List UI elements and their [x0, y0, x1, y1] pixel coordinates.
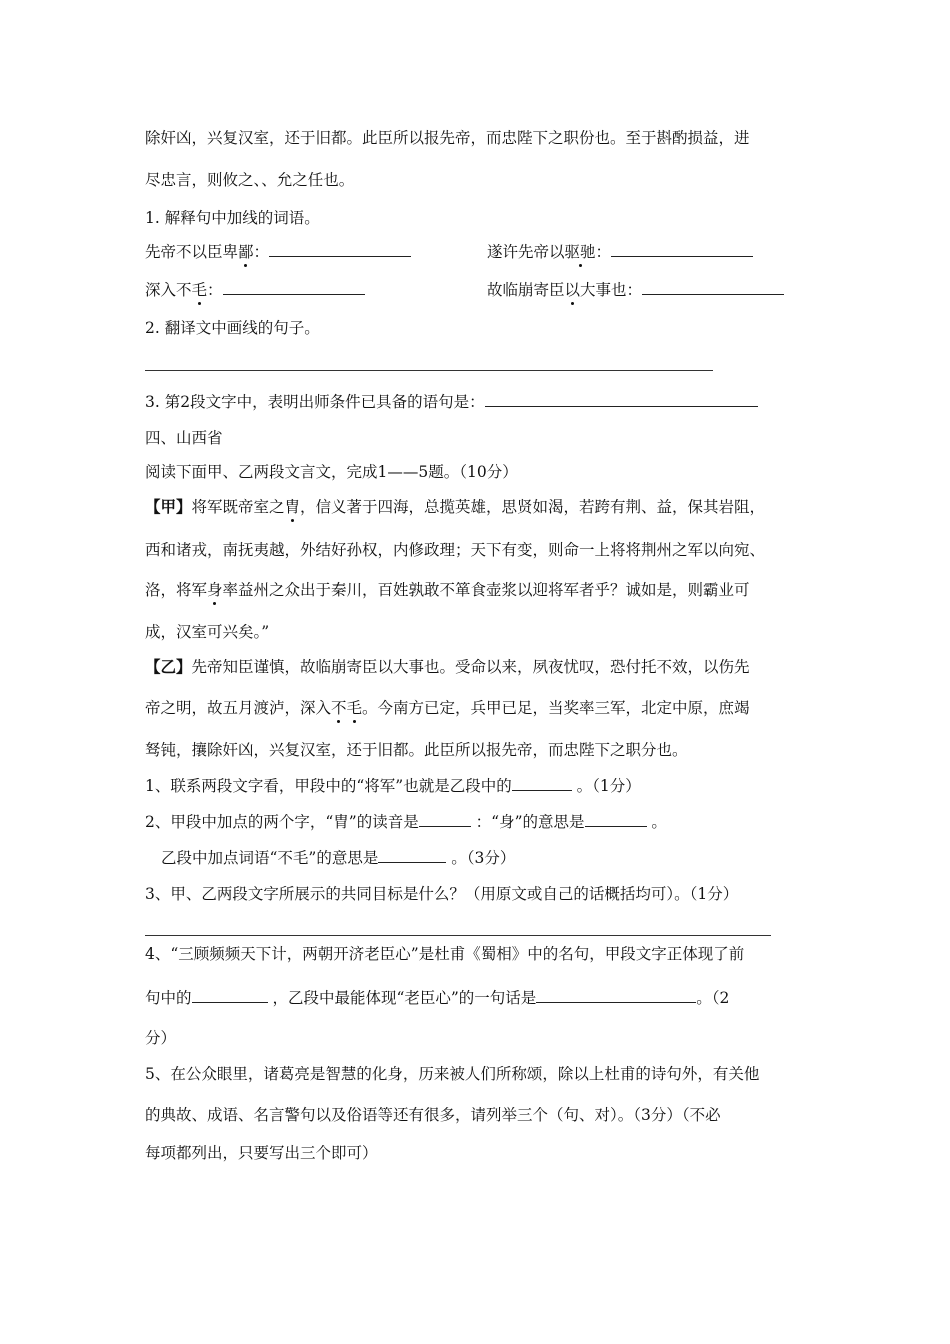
text-line: 尽忠言，则攸之、、允之任也。: [145, 171, 355, 189]
sub-question-1: 1、联系两段文字看，甲段中的“将军”也就是乙段中的 。（1分）: [145, 777, 641, 795]
section-intro: 阅读下面甲、乙两段文言文，完成1——5题。（10分）: [145, 463, 518, 481]
answer-blank[interactable]: [512, 776, 572, 791]
question-3: 3. 第2段文字中，表明出师条件已具备的语句是：: [145, 392, 758, 412]
answer-blank[interactable]: [485, 392, 758, 407]
sub-question-4-cont: 句中的 ，乙段中最能体现“老臣心”的一句话是 。（2: [145, 989, 730, 1007]
section-heading: 四、山西省: [145, 429, 223, 447]
sub-question-2-cont: 乙段中加点词语“不毛”的意思是 。（3分）: [161, 849, 516, 867]
passage-yi-line: 帝之明，故五月渡泸，深入不毛。今南方已定，兵甲已足，当奖率三军，北定中原，庶竭: [145, 699, 750, 717]
sub-question-5-cont: 每项都列出，只要写出三个即可）: [145, 1144, 378, 1162]
answer-line[interactable]: [145, 370, 713, 371]
q1-item-a: 先帝不以臣卑鄙：: [145, 242, 411, 262]
answer-blank[interactable]: [536, 988, 696, 1003]
answer-blank[interactable]: [585, 812, 647, 827]
q1-item-c: 深入不毛：: [145, 280, 365, 300]
sub-question-4: 4、“三顾频频天下计，两朝开济老臣心”是杜甫《蜀相》中的名句，甲段文字正体现了前: [145, 945, 745, 963]
passage-jia-line: 西和诸戎，南抚夷越，外结好孙权，内修政理；天下有变，则命一上将将荆州之军以向宛、: [145, 541, 766, 559]
passage-jia-line: 洛，将军身率益州之众出于秦川，百姓孰敢不箪食壶浆以迎将军者乎？诚如是，则霸业可: [145, 581, 750, 599]
answer-blank[interactable]: [269, 242, 411, 257]
sub-question-5: 5、在公众眼里，诸葛亮是智慧的化身，历来被人们所称颂，除以上杜甫的诗句外，有关他: [145, 1065, 760, 1083]
answer-line[interactable]: [145, 935, 771, 936]
question-2-title: 2. 翻译文中画线的句子。: [145, 319, 320, 337]
passage-jia-line: 【甲】将军既帝室之胄，信义著于四海，总揽英雄，思贤如渴，若跨有荆、益，保其岩阻，: [145, 497, 766, 516]
passage-yi-line: 【乙】先帝知臣谨慎，故临崩寄臣以大事也。受命以来，夙夜忧叹，恐付托不效，以伤先: [145, 657, 750, 676]
answer-blank[interactable]: [378, 848, 446, 863]
text-line: 除奸凶，兴复汉室，还于旧都。此臣所以报先帝，而忠陛下之职份也。至于斟酌损益，进: [145, 129, 750, 147]
sub-question-4-cont: 分）: [145, 1029, 177, 1047]
sub-question-2: 2、甲段中加点的两个字，“胄”的读音是 ：“身”的意思是 。: [145, 813, 667, 831]
passage-yi-line: 驽钝，攘除奸凶，兴复汉室，还于旧都。此臣所以报先帝，而忠陛下之职分也。: [145, 741, 688, 759]
answer-blank[interactable]: [611, 242, 753, 257]
sub-question-5-cont: 的典故、成语、名言警句以及俗语等还有很多，请列举三个（句、对）。（3分）（不必: [145, 1106, 721, 1124]
q1-item-b: 遂许先帝以驱驰：: [487, 242, 753, 262]
question-1-title: 1. 解释句中加线的词语。: [145, 209, 320, 227]
answer-blank[interactable]: [642, 280, 784, 295]
q1-item-d: 故临崩寄臣以大事也：: [487, 280, 784, 300]
answer-blank[interactable]: [419, 812, 471, 827]
answer-blank[interactable]: [192, 988, 268, 1003]
passage-jia-line: 成，汉室可兴矣。”: [145, 623, 270, 641]
sub-question-3: 3、甲、乙两段文字所展示的共同目标是什么？（用原文或自己的话概括均可）。（1分）: [145, 885, 739, 903]
answer-blank[interactable]: [223, 280, 365, 295]
